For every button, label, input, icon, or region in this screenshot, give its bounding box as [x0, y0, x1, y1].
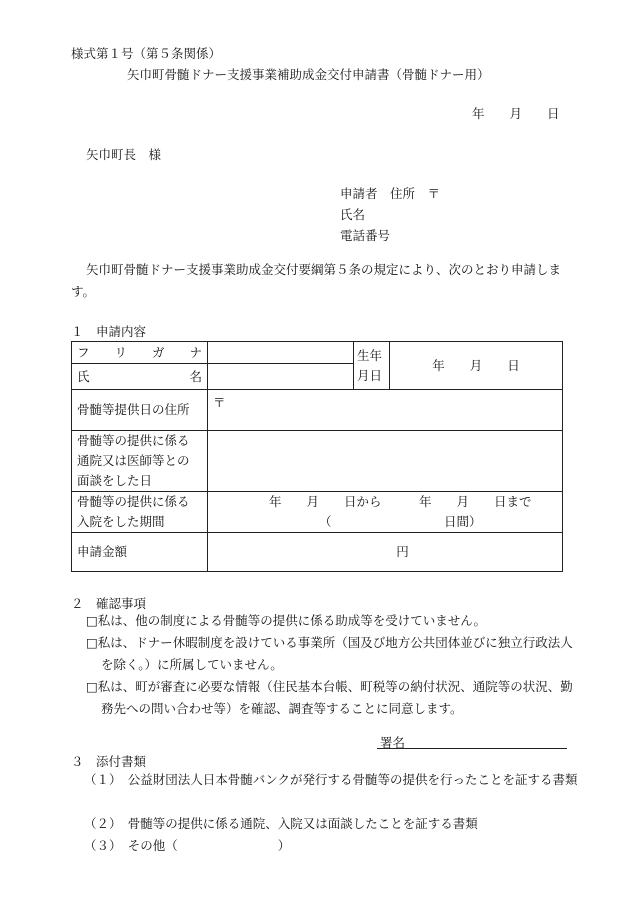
confirmation-item[interactable]: □私は、ドナー休暇制度を設けている事業所（国及び地方公共団体並びに独立行政法人を除く。）に所属していません。 [86, 635, 573, 672]
stay-period-field[interactable]: 年 月 日から 年 月 日まで （ 日間） [208, 492, 563, 533]
signature-label: 署名 [380, 735, 406, 750]
confirmation-item[interactable]: □私は、町が審査に必要な情報（住民基本台帳、町税等の納付状況、通院等の状況、勤務先への問い合わせ等）を確認、調査等することに同意します。 [86, 679, 573, 716]
donation-address-field[interactable]: 〒 [208, 390, 563, 431]
attachment-item: （２） 骨髄等の提供に係る通院、入院又は面談したことを証する書類 [84, 816, 478, 831]
confirmation-item[interactable]: □私は、他の制度による骨髄等の提供に係る助成等を受けていません。 [86, 613, 487, 628]
section1-heading: １ 申請内容 [71, 324, 147, 339]
furigana-field[interactable] [208, 342, 354, 364]
applicant-phone-label: 電話番号 [340, 228, 391, 243]
section2-heading: ２ 確認事項 [71, 596, 147, 611]
donation-address-label: 骨髄等提供日の住所 [72, 390, 208, 431]
applicant-address-label: 申請者 住所 〒 [340, 186, 441, 201]
visit-date-label: 骨髄等の提供に係る 通院又は医師等との 面談をした日 [72, 431, 208, 492]
birth-label: 生年 月日 [354, 342, 390, 390]
section3-heading: ３ 添付書類 [71, 754, 147, 769]
name-field[interactable] [208, 364, 354, 390]
form-number: 様式第１号（第５条関係） [71, 46, 222, 61]
signature-line[interactable] [377, 733, 567, 749]
stay-period-label: 骨髄等の提供に係る 入院をした期間 [72, 492, 208, 533]
date-line: 年 月 日 [472, 106, 560, 121]
intro-paragraph: 矢巾町骨髄ドナー支援事業助成金交付要綱第５条の規定により、次のとおり申請します。 [71, 262, 562, 299]
applicant-name-label: 氏名 [340, 207, 366, 222]
birth-date-field[interactable]: 年 月 日 [390, 342, 563, 390]
amount-label: 申請金額 [72, 533, 208, 572]
document-title: 矢巾町骨髄ドナー支援事業補助成金交付申請書（骨髄ドナー用） [127, 67, 490, 82]
attachment-item: （１） 公益財団法人日本骨髄バンクが発行する骨髄等の提供を行ったことを証する書類 [84, 772, 578, 787]
name-label: 氏 名 [72, 364, 208, 390]
amount-unit: 円 [396, 544, 409, 559]
furigana-label: フ リ ガ ナ [72, 342, 208, 364]
attachment-item: （３） その他（ ） [84, 838, 291, 853]
amount-field[interactable] [208, 533, 563, 572]
application-table [71, 341, 563, 572]
addressee: 矢巾町長 様 [86, 147, 162, 162]
visit-date-field[interactable] [208, 431, 563, 492]
